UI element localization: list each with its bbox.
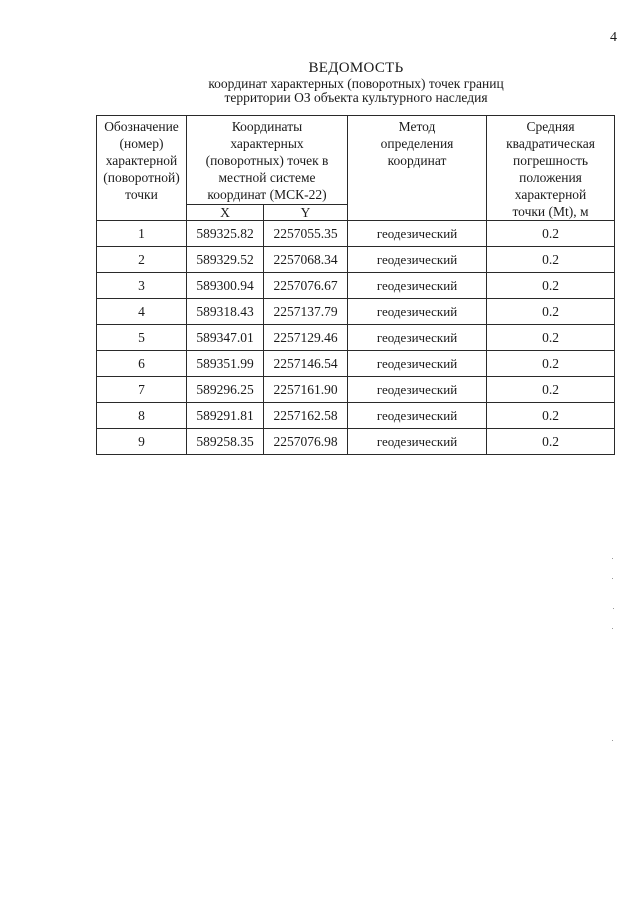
cell-point: 8 bbox=[97, 403, 187, 429]
cell-x: 589347.01 bbox=[187, 325, 264, 351]
cell-point: 3 bbox=[97, 273, 187, 299]
cell-point: 7 bbox=[97, 377, 187, 403]
page-number: 4 bbox=[610, 30, 617, 45]
cell-y: 2257162.58 bbox=[264, 403, 348, 429]
document-subtitle-line-2: территории ОЗ объекта культурного наследия bbox=[224, 90, 488, 105]
cell-method: геодезический bbox=[348, 221, 487, 247]
table-row bbox=[97, 273, 615, 299]
table-row bbox=[97, 429, 615, 455]
cell-method: геодезический bbox=[348, 377, 487, 403]
table-row bbox=[97, 377, 615, 403]
cell-method: геодезический bbox=[348, 299, 487, 325]
cell-error: 0.2 bbox=[487, 221, 615, 247]
cell-method: геодезический bbox=[348, 429, 487, 455]
cell-x: 589318.43 bbox=[187, 299, 264, 325]
cell-method: геодезический bbox=[348, 273, 487, 299]
cell-method: геодезический bbox=[348, 403, 487, 429]
table-row bbox=[97, 221, 615, 247]
cell-error: 0.2 bbox=[487, 377, 615, 403]
cell-point: 6 bbox=[97, 351, 187, 377]
cell-y: 2257129.46 bbox=[264, 325, 348, 351]
cell-point: 2 bbox=[97, 247, 187, 273]
document-heading bbox=[96, 60, 616, 105]
table-row bbox=[97, 351, 615, 377]
cell-error: 0.2 bbox=[487, 403, 615, 429]
cell-x: 589296.25 bbox=[187, 377, 264, 403]
header-y: Y bbox=[264, 204, 348, 220]
scan-speck bbox=[612, 558, 613, 559]
coordinates-table bbox=[96, 115, 615, 455]
cell-point: 5 bbox=[97, 325, 187, 351]
cell-y: 2257146.54 bbox=[264, 351, 348, 377]
cell-point: 1 bbox=[97, 221, 187, 247]
cell-error: 0.2 bbox=[487, 247, 615, 273]
cell-error: 0.2 bbox=[487, 299, 615, 325]
scan-speck bbox=[612, 628, 613, 629]
table-row bbox=[97, 247, 615, 273]
cell-method: геодезический bbox=[348, 325, 487, 351]
document-subtitle-line-1: координат характерных (поворотных) точек границ bbox=[208, 76, 504, 91]
cell-x: 589291.81 bbox=[187, 403, 264, 429]
cell-point: 4 bbox=[97, 299, 187, 325]
cell-error: 0.2 bbox=[487, 351, 615, 377]
scan-speck bbox=[612, 578, 613, 579]
cell-method: геодезический bbox=[348, 247, 487, 273]
scan-speck bbox=[612, 740, 613, 741]
document-title: ВЕДОМОСТЬ bbox=[308, 60, 404, 76]
cell-point: 9 bbox=[97, 429, 187, 455]
cell-y: 2257137.79 bbox=[264, 299, 348, 325]
header-coordinates: Координаты характерных (поворотных) точек в местной системе координат (МСК-22) bbox=[187, 116, 348, 205]
header-point-designation: Обозначение (номер) характерной (поворотной) точки bbox=[97, 116, 187, 221]
table-row bbox=[97, 325, 615, 351]
cell-method: геодезический bbox=[348, 351, 487, 377]
header-mean-square-error: Средняя квадратическая погрешность положения характерной точки (Mt), м bbox=[487, 116, 615, 221]
cell-error: 0.2 bbox=[487, 325, 615, 351]
cell-y: 2257076.98 bbox=[264, 429, 348, 455]
header-method: Метод определения координат bbox=[348, 116, 487, 221]
cell-x: 589300.94 bbox=[187, 273, 264, 299]
cell-x: 589258.35 bbox=[187, 429, 264, 455]
table-row bbox=[97, 403, 615, 429]
cell-error: 0.2 bbox=[487, 273, 615, 299]
cell-x: 589351.99 bbox=[187, 351, 264, 377]
scan-speck bbox=[613, 608, 614, 609]
cell-y: 2257161.90 bbox=[264, 377, 348, 403]
cell-y: 2257068.34 bbox=[264, 247, 348, 273]
cell-y: 2257055.35 bbox=[264, 221, 348, 247]
cell-y: 2257076.67 bbox=[264, 273, 348, 299]
table-row bbox=[97, 299, 615, 325]
cell-x: 589329.52 bbox=[187, 247, 264, 273]
cell-error: 0.2 bbox=[487, 429, 615, 455]
header-x: X bbox=[187, 204, 264, 220]
cell-x: 589325.82 bbox=[187, 221, 264, 247]
